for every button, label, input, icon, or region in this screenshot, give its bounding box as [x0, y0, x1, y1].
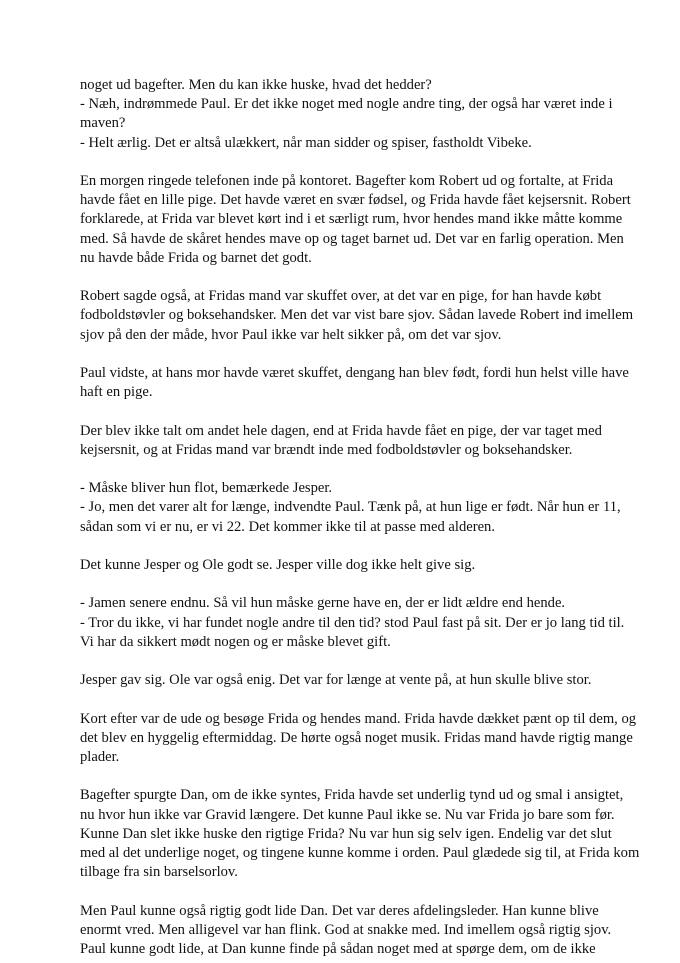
text-line: med. Så havde de skåret hendes mave op og taget barnet ud. Det var en farlig operation. Men	[80, 230, 624, 247]
paragraph	[80, 479, 620, 537]
paragraph	[80, 902, 620, 960]
text-line: Vi har da sikkert mødt nogen og er måske blevet gift.	[80, 633, 391, 650]
text-line: - Næh, indrømmede Paul. Er det ikke noget med nogle andre ting, der også har været inde i	[80, 96, 613, 113]
paragraph	[80, 76, 620, 153]
text-line: forklarede, at Frida var blevet kørt ind i et særligt rum, hvor hendes mand ikke måtte komme	[80, 211, 623, 228]
text-line: med al det underlige noget, og tingene kunne komme i orden. Paul glædede sig til, at Frida kom	[80, 844, 640, 861]
text-line: - Helt ærlig. Det er altså ulækkert, når man sidder og spiser, fastholdt Vibeke.	[80, 134, 532, 151]
text-line: tilbage fra sin barselsorlov.	[80, 864, 238, 881]
text-line: Paul kunne godt lide, at Dan kunne finde på sådan noget med at spørge dem, om de ikke	[80, 940, 596, 957]
text-line: maven?	[80, 115, 126, 132]
text-line: Paul vidste, at hans mor havde været skuffet, dengang han blev født, fordi hun helst ville have	[80, 365, 629, 381]
text-line: plader.	[80, 748, 120, 765]
text-line: sjov på den der måde, hvor Paul ikke var helt sikker på, om det var sjov.	[80, 326, 502, 343]
paragraph	[80, 671, 620, 690]
paragraph	[80, 710, 637, 768]
text-line: Men Paul kunne også rigtig godt lide Dan. Det var deres afdelingsleder. Han kunne blive	[80, 902, 599, 919]
text-line: En morgen ringede telefonen inde på kontoret. Bagefter kom Robert ud og fortalte, at Frida	[80, 173, 614, 189]
text-line: Der blev ikke talt om andet hele dagen, end at Frida havde fået en pige, der var taget med	[80, 422, 602, 439]
text-line: det blev en hyggelig eftermiddag. De hørte også noget musik. Fridas mand havde rigtig mange	[80, 729, 633, 746]
text-line: Jesper gav sig. Ole var også enig. Det var for længe at vente på, at hun skulle blive stor.	[80, 672, 592, 689]
paragraph	[80, 786, 640, 882]
text-line: sådan som vi er nu, er vi 22. Det kommer ikke til at passe med alderen.	[80, 518, 495, 535]
text-line: Bagefter spurgte Dan, om de ikke syntes, Frida havde set underlig tynd ud og smal i ansigtet,	[80, 787, 624, 804]
text-line: Det kunne Jesper og Ole godt se. Jesper ville dog ikke helt give sig.	[80, 556, 476, 573]
text-line: enormt vred. Men alligevel var han flink. God at snakke med. Ind imellem også rigtig sjov.	[80, 921, 612, 938]
text-line: nu havde både Frida og barnet det godt.	[80, 249, 312, 266]
text-line: havde fået en lille pige. Det havde været en svær fødsel, og Frida havde fået kejsersnit. Robert	[80, 192, 631, 209]
paragraph	[80, 364, 629, 402]
text-line: Kort efter var de ude og besøge Frida og hendes mand. Frida havde dækket pænt op til dem, og	[80, 710, 637, 727]
text-line: haft en pige.	[80, 384, 153, 401]
text-line: - Jo, men det varer alt for længe, indvendte Paul. Tænk på, at hun lige er født. Når hun er 11,	[80, 499, 621, 516]
text-line: noget ud bagefter. Men du kan ikke huske, hvad det hedder?	[80, 77, 432, 93]
text-line: - Tror du ikke, vi har fundet nogle andre til den tid? stod Paul fast på sit. Der er jo lang tid til.	[80, 614, 625, 631]
paragraph	[80, 556, 620, 575]
paragraph	[80, 172, 631, 268]
paragraph	[80, 422, 620, 460]
body-text	[80, 76, 640, 959]
text-line: nu hvor hun ikke var Gravid længere. Det kunne Paul ikke se. Nu var Frida jo bare som før.	[80, 806, 615, 823]
paragraph	[80, 594, 625, 652]
text-line: kejsersnit, og at Fridas mand var brændt inde med fodboldstøvler og boksehandsker.	[80, 441, 573, 458]
text-line: Robert sagde også, at Fridas mand var skuffet over, at det var en pige, for han havde købt	[80, 288, 602, 305]
text-line: - Jamen senere endnu. Så vil hun måske gerne have en, der er lidt ældre end hende.	[80, 595, 566, 612]
text-line: fodboldstøvler og boksehandsker. Men det var vist bare sjov. Sådan lavede Robert ind imellem	[80, 307, 634, 324]
text-line: - Måske bliver hun flot, bemærkede Jesper.	[80, 480, 333, 497]
paragraph	[80, 287, 634, 345]
text-line: Kunne Dan slet ikke huske den rigtige Frida? Nu var hun sig selv igen. Endelig var det slut	[80, 825, 612, 842]
